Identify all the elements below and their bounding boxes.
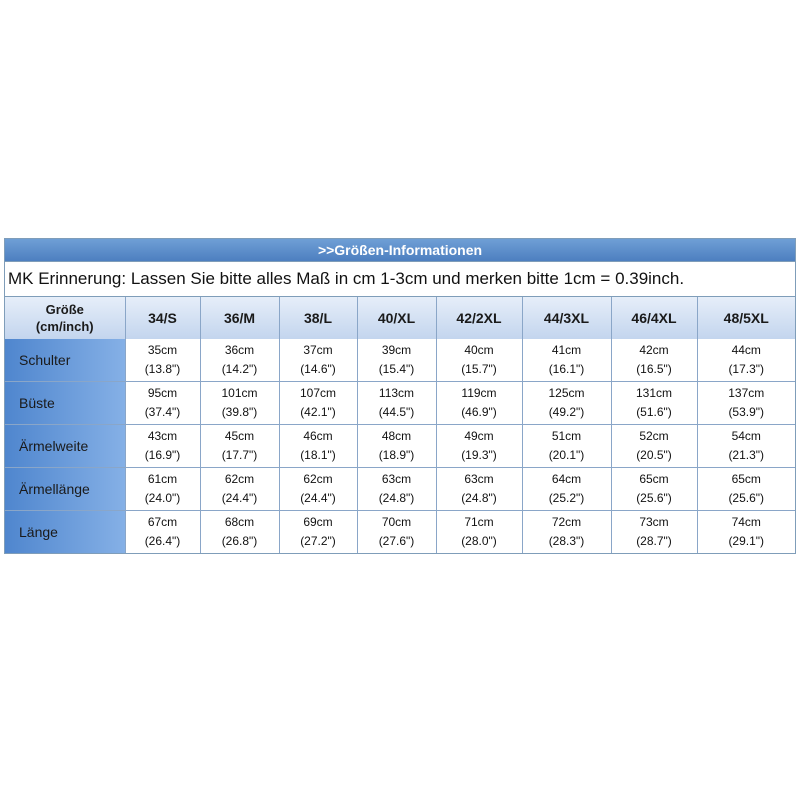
table-row <box>5 468 795 511</box>
cm-value: 41cm <box>551 343 582 357</box>
inch-value: (26.4") <box>144 534 181 548</box>
measurement-cell <box>522 511 611 554</box>
cm-value: 49cm <box>464 429 494 443</box>
inch-value: (42.1") <box>300 405 336 419</box>
cm-value: 52cm <box>639 429 669 443</box>
inch-value: (25.6") <box>636 491 672 505</box>
measurement-cell <box>125 468 200 511</box>
cm-value: 95cm <box>147 386 178 400</box>
cm-value: 119cm <box>461 386 497 400</box>
inch-value: (24.4") <box>300 491 336 505</box>
inch-value: (24.0") <box>144 491 181 505</box>
inch-value: (25.6") <box>728 491 765 505</box>
measurement-label: Länge <box>5 511 125 554</box>
cm-value: 65cm <box>731 472 761 486</box>
measurement-cell <box>611 425 697 468</box>
size-column-header: 36/M <box>200 297 279 339</box>
inch-value: (15.4") <box>378 362 415 376</box>
size-column-header: 42/2XL <box>436 297 522 339</box>
inch-value: (28.7") <box>636 534 672 548</box>
cm-value: 101cm <box>221 386 258 400</box>
measurement-cell <box>611 339 697 382</box>
cm-value: 137cm <box>728 386 765 400</box>
inch-value: (27.2") <box>300 534 336 548</box>
inch-value: (27.6") <box>378 534 415 548</box>
header-row <box>5 297 795 339</box>
cm-value: 70cm <box>381 515 412 529</box>
size-chart <box>4 238 796 554</box>
measurement-cell <box>522 425 611 468</box>
inch-value: (53.9") <box>728 405 765 419</box>
table-body <box>5 339 795 553</box>
table-row <box>5 425 795 468</box>
measurement-cell <box>125 511 200 554</box>
cm-value: 62cm <box>224 472 255 486</box>
measurement-cell <box>522 468 611 511</box>
cm-value: 40cm <box>464 343 494 357</box>
measurement-cell <box>436 425 522 468</box>
measurement-cell <box>279 382 357 425</box>
cm-value: 46cm <box>303 429 333 443</box>
measurement-cell <box>611 382 697 425</box>
cm-value: 68cm <box>224 515 255 529</box>
inch-value: (49.2") <box>548 405 585 419</box>
measurement-cell <box>125 339 200 382</box>
measurement-cell <box>279 511 357 554</box>
size-chart-title: >>Größen-Informationen <box>5 239 795 262</box>
measurement-cell <box>200 511 279 554</box>
cm-value: 54cm <box>731 429 761 443</box>
measurement-cell <box>611 511 697 554</box>
inch-value: (51.6") <box>636 405 672 419</box>
cm-value: 42cm <box>639 343 669 357</box>
cm-value: 69cm <box>303 515 333 529</box>
measurement-cell <box>200 382 279 425</box>
inch-value: (24.8") <box>461 491 497 505</box>
measurement-cell <box>697 382 795 425</box>
measurement-cell <box>357 425 436 468</box>
cm-value: 74cm <box>731 515 761 529</box>
measurement-cell <box>697 511 795 554</box>
measurement-cell <box>697 339 795 382</box>
measurement-cell <box>436 382 522 425</box>
measurement-label: Büste <box>5 382 125 425</box>
cm-value: 63cm <box>464 472 494 486</box>
measurement-cell <box>436 468 522 511</box>
inch-value: (16.1") <box>548 362 585 376</box>
inch-value: (44.5") <box>378 405 415 419</box>
cm-value: 48cm <box>381 429 412 443</box>
inch-value: (46.9") <box>461 405 497 419</box>
cm-value: 64cm <box>551 472 582 486</box>
inch-value: (20.1") <box>548 448 585 462</box>
cm-value: 71cm <box>464 515 494 529</box>
size-table <box>5 297 795 553</box>
cm-value: 113cm <box>378 386 415 400</box>
inch-value: (14.2") <box>221 362 258 376</box>
cm-value: 45cm <box>224 429 255 443</box>
inch-value: (18.1") <box>300 448 336 462</box>
measurement-label: Ärmelweite <box>5 425 125 468</box>
cm-value: 36cm <box>224 343 255 357</box>
cm-value: 35cm <box>147 343 178 357</box>
measurement-cell <box>125 425 200 468</box>
inch-value: (39.8") <box>221 405 258 419</box>
inch-value: (13.8") <box>144 362 181 376</box>
size-unit-header <box>5 297 125 339</box>
measurement-cell <box>200 339 279 382</box>
inch-value: (26.8") <box>221 534 258 548</box>
inch-value: (37.4") <box>144 405 181 419</box>
cm-value: 62cm <box>303 472 333 486</box>
measurement-cell <box>436 339 522 382</box>
inch-value: (21.3") <box>728 448 765 462</box>
inch-value: (17.7") <box>221 448 258 462</box>
inch-value: (25.2") <box>548 491 585 505</box>
size-column-header: 44/3XL <box>522 297 611 339</box>
table-row <box>5 511 795 554</box>
measurement-cell <box>279 425 357 468</box>
measurement-cell <box>125 382 200 425</box>
size-column-header: 34/S <box>125 297 200 339</box>
inch-value: (20.5") <box>636 448 672 462</box>
size-header-label: Größe <box>45 302 84 317</box>
measurement-label: Schulter <box>5 339 125 382</box>
inch-value: (16.5") <box>636 362 672 376</box>
inch-value: (16.9") <box>144 448 181 462</box>
size-column-header: 40/XL <box>357 297 436 339</box>
cm-value: 63cm <box>381 472 412 486</box>
inch-value: (24.8") <box>378 491 415 505</box>
measurement-note: MK Erinnerung: Lassen Sie bitte alles Maß in cm 1-3cm und merken bitte 1cm = 0.39inch. <box>5 262 795 297</box>
inch-value: (28.3") <box>548 534 585 548</box>
measurement-cell <box>357 382 436 425</box>
unit-header-label: (cm/inch) <box>35 319 94 334</box>
measurement-cell <box>357 468 436 511</box>
cm-value: 72cm <box>551 515 582 529</box>
measurement-cell <box>522 382 611 425</box>
cm-value: 73cm <box>639 515 669 529</box>
cm-value: 44cm <box>731 343 761 357</box>
cm-value: 37cm <box>303 343 333 357</box>
measurement-cell <box>279 339 357 382</box>
measurement-cell <box>357 339 436 382</box>
cm-value: 67cm <box>147 515 178 529</box>
measurement-cell <box>697 468 795 511</box>
measurement-cell <box>357 511 436 554</box>
measurement-cell <box>611 468 697 511</box>
table-row <box>5 382 795 425</box>
size-column-header: 38/L <box>279 297 357 339</box>
table-row <box>5 339 795 382</box>
measurement-cell <box>200 468 279 511</box>
inch-value: (28.0") <box>461 534 497 548</box>
inch-value: (24.4") <box>221 491 258 505</box>
measurement-cell <box>279 468 357 511</box>
inch-value: (29.1") <box>728 534 765 548</box>
cm-value: 51cm <box>551 429 582 443</box>
measurement-cell <box>522 339 611 382</box>
inch-value: (15.7") <box>461 362 497 376</box>
cm-value: 125cm <box>548 386 585 400</box>
inch-value: (17.3") <box>728 362 765 376</box>
cm-value: 39cm <box>381 343 412 357</box>
cm-value: 65cm <box>639 472 669 486</box>
measurement-label: Ärmellänge <box>5 468 125 511</box>
cm-value: 61cm <box>147 472 178 486</box>
inch-value: (19.3") <box>461 448 497 462</box>
measurement-cell <box>697 425 795 468</box>
inch-value: (18.9") <box>378 448 415 462</box>
measurement-cell <box>200 425 279 468</box>
cm-value: 131cm <box>635 386 673 400</box>
measurement-cell <box>436 511 522 554</box>
inch-value: (14.6") <box>300 362 336 376</box>
cm-value: 107cm <box>299 386 337 400</box>
cm-value: 43cm <box>147 429 178 443</box>
size-column-header: 48/5XL <box>697 297 795 339</box>
size-column-header: 46/4XL <box>611 297 697 339</box>
